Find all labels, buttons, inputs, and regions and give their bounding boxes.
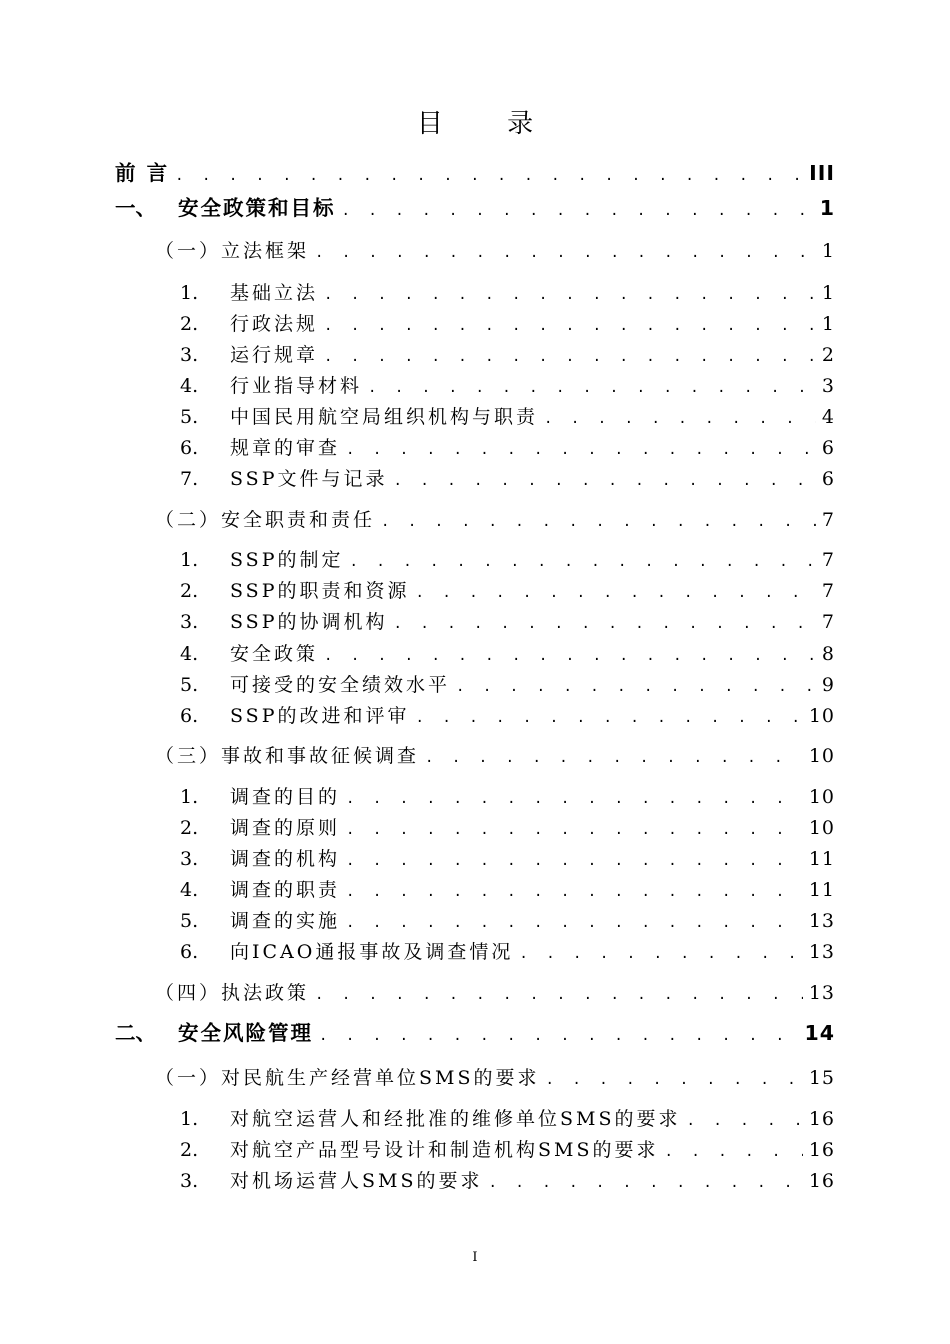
toc-item-number: 3.: [180, 344, 199, 366]
toc-entry-section-2[interactable]: [115, 1018, 835, 1048]
toc-entry-item[interactable]: [180, 340, 835, 370]
toc-page-number: 13: [808, 941, 835, 963]
toc-label: 安全政策和目标: [178, 196, 336, 220]
toc-label: 安全风险管理: [178, 1021, 313, 1045]
dot-leader: [346, 435, 816, 463]
dot-leader: [489, 1168, 803, 1196]
dot-leader: [687, 1106, 803, 1134]
toc-page-number: 1: [821, 240, 835, 262]
toc-entry-item[interactable]: [180, 701, 835, 731]
toc-page-number: 16: [808, 1139, 835, 1161]
toc-entry-item[interactable]: [180, 607, 835, 637]
toc-label: （一）对民航生产经营单位SMS的要求: [155, 1067, 540, 1089]
toc-entry-item[interactable]: [180, 433, 835, 463]
dot-leader: [175, 161, 803, 188]
toc-item-number: 6.: [180, 437, 199, 459]
toc-title: 目 录: [416, 109, 562, 139]
dot-leader: [324, 342, 816, 370]
toc-item-number: 3.: [180, 1170, 199, 1192]
toc-label: （三）事故和事故征候调查: [155, 745, 420, 767]
dot-leader: [425, 743, 803, 771]
toc-page-number: 9: [821, 674, 835, 696]
dot-leader: [342, 196, 814, 223]
dot-leader: [546, 1065, 803, 1093]
dot-leader: [519, 939, 802, 967]
toc-item-number: 2.: [180, 817, 199, 839]
toc-entry-section-1[interactable]: [115, 193, 835, 223]
dot-leader: [319, 1021, 798, 1048]
toc-label: 行政法规: [230, 313, 319, 335]
toc-label: 对机场运营人SMS的要求: [230, 1170, 483, 1192]
toc-page-number: 14: [804, 1021, 835, 1045]
dot-leader: [346, 815, 803, 843]
dot-leader: [393, 466, 815, 494]
dot-leader: [381, 507, 816, 535]
toc-page-number: 10: [808, 817, 835, 839]
toc-page-number: 10: [808, 705, 835, 727]
toc-label: 调查的目的: [230, 786, 341, 808]
toc-item-number: 2.: [180, 580, 199, 602]
toc-page-number: 7: [821, 580, 835, 602]
dot-leader: [456, 672, 816, 700]
dot-leader: [665, 1137, 803, 1165]
toc-item-number: 5.: [180, 406, 199, 428]
toc-item-number: 3.: [180, 611, 199, 633]
toc-page-number: 13: [808, 910, 835, 932]
toc-page-number: 4: [821, 406, 835, 428]
toc-label: （一）立法框架: [155, 240, 310, 262]
toc-page-number: 11: [808, 879, 835, 901]
toc-page-number: 10: [808, 786, 835, 808]
toc-page-number: 8: [821, 643, 835, 665]
toc-page-number: III: [809, 161, 835, 185]
dot-leader: [349, 547, 815, 575]
toc-entry-item[interactable]: [180, 1135, 835, 1165]
toc-entry-item[interactable]: [180, 278, 835, 308]
toc-label: 前 言: [115, 161, 170, 185]
toc-item-number: 4.: [180, 879, 199, 901]
toc-page-number: 7: [821, 611, 835, 633]
toc-item-number: 1.: [180, 786, 199, 808]
toc-label: 调查的原则: [230, 817, 341, 839]
toc-page-number: 2: [821, 344, 835, 366]
toc-entry-subsection[interactable]: [155, 236, 835, 266]
toc-entry-item[interactable]: [180, 402, 835, 432]
toc-page-number: 6: [821, 468, 835, 490]
toc-item-number: 3.: [180, 848, 199, 870]
toc-entry-item[interactable]: [180, 937, 835, 967]
toc-section-number: 一、: [115, 196, 156, 220]
toc-page-number: 1: [821, 282, 835, 304]
dot-leader: [544, 404, 816, 432]
dot-leader: [315, 238, 816, 266]
toc-label: 规章的审查: [230, 437, 341, 459]
page-folio: I: [472, 1250, 478, 1265]
toc-item-number: 1.: [180, 1108, 199, 1130]
dot-leader: [324, 311, 816, 339]
dot-leader: [315, 980, 803, 1008]
toc-page-number: 13: [808, 982, 835, 1004]
toc-entry-item[interactable]: [180, 782, 835, 812]
toc-label: 中国民用航空局组织机构与职责: [230, 406, 539, 428]
toc-label: 对航空运营人和经批准的维修单位SMS的要求: [230, 1108, 681, 1130]
toc-page-number: 3: [821, 375, 835, 397]
toc-entry-preface[interactable]: [115, 158, 835, 188]
toc-entry-item[interactable]: [180, 844, 835, 874]
toc-label: SSP的制定: [230, 549, 344, 571]
toc-entry-item[interactable]: [180, 576, 835, 606]
toc-label: 可接受的安全绩效水平: [230, 674, 451, 696]
toc-entry-item[interactable]: [180, 1166, 835, 1196]
toc-item-number: 5.: [180, 910, 199, 932]
toc-page-number: 7: [821, 549, 835, 571]
dot-leader: [346, 908, 803, 936]
toc-entry-item[interactable]: [180, 309, 835, 339]
toc-page-number: 11: [808, 848, 835, 870]
toc-label: 调查的实施: [230, 910, 341, 932]
toc-label: SSP的改进和评审: [230, 705, 410, 727]
toc-label: （二）安全职责和责任: [155, 509, 376, 531]
toc-page-number: 16: [808, 1108, 835, 1130]
toc-item-number: 2.: [180, 1139, 199, 1161]
toc-item-number: 6.: [180, 941, 199, 963]
toc-entry-item[interactable]: [180, 813, 835, 843]
toc-item-number: 6.: [180, 705, 199, 727]
toc-item-number: 7.: [180, 468, 199, 490]
dot-leader: [393, 609, 815, 637]
toc-item-number: 2.: [180, 313, 199, 335]
dot-leader: [324, 641, 816, 669]
toc-page-number: 7: [821, 509, 835, 531]
toc-page-number: 1: [821, 313, 835, 335]
toc-entry-subsection[interactable]: [155, 741, 835, 771]
dot-leader: [346, 877, 803, 905]
toc-page-number: 16: [808, 1170, 835, 1192]
toc-label: 对航空产品型号设计和制造机构SMS的要求: [230, 1139, 659, 1161]
toc-entry-item[interactable]: [180, 545, 835, 575]
toc-page-number: 10: [808, 745, 835, 767]
toc-item-number: 1.: [180, 282, 199, 304]
toc-label: 调查的机构: [230, 848, 341, 870]
toc-page-number: 15: [808, 1067, 835, 1089]
toc-entry-item[interactable]: [180, 670, 835, 700]
toc-entry-subsection[interactable]: [155, 505, 835, 535]
toc-item-number: 1.: [180, 549, 199, 571]
toc-entry-item[interactable]: [180, 1104, 835, 1134]
toc-label: 向ICAO通报事故及调查情况: [230, 941, 514, 963]
toc-label: 安全政策: [230, 643, 319, 665]
toc-entry-item[interactable]: [180, 639, 835, 669]
toc-label: 行业指导材料: [230, 375, 363, 397]
dot-leader: [346, 846, 803, 874]
toc-label: 运行规章: [230, 344, 319, 366]
toc-entry-item[interactable]: [180, 906, 835, 936]
toc-label: 基础立法: [230, 282, 319, 304]
toc-item-number: 5.: [180, 674, 199, 696]
toc-item-number: 4.: [180, 375, 199, 397]
toc-section-number: 二、: [115, 1021, 156, 1045]
toc-entry-subsection[interactable]: [155, 1063, 835, 1093]
toc-page-number: 6: [821, 437, 835, 459]
toc-item-number: 4.: [180, 643, 199, 665]
toc-label: SSP的职责和资源: [230, 580, 410, 602]
toc-entry-item[interactable]: [180, 371, 835, 401]
dot-leader: [368, 373, 816, 401]
dot-leader: [415, 703, 802, 731]
toc-label: 调查的职责: [230, 879, 341, 901]
dot-leader: [415, 578, 815, 606]
toc-page-number: 1: [819, 196, 835, 220]
dot-leader: [324, 280, 816, 308]
toc-entry-item[interactable]: [180, 875, 835, 905]
dot-leader: [346, 784, 803, 812]
toc-label: （四）执法政策: [155, 982, 310, 1004]
toc-entry-subsection[interactable]: [155, 978, 835, 1008]
toc-label: SSP文件与记录: [230, 468, 388, 490]
toc-entry-item[interactable]: [180, 464, 835, 494]
toc-label: SSP的协调机构: [230, 611, 388, 633]
